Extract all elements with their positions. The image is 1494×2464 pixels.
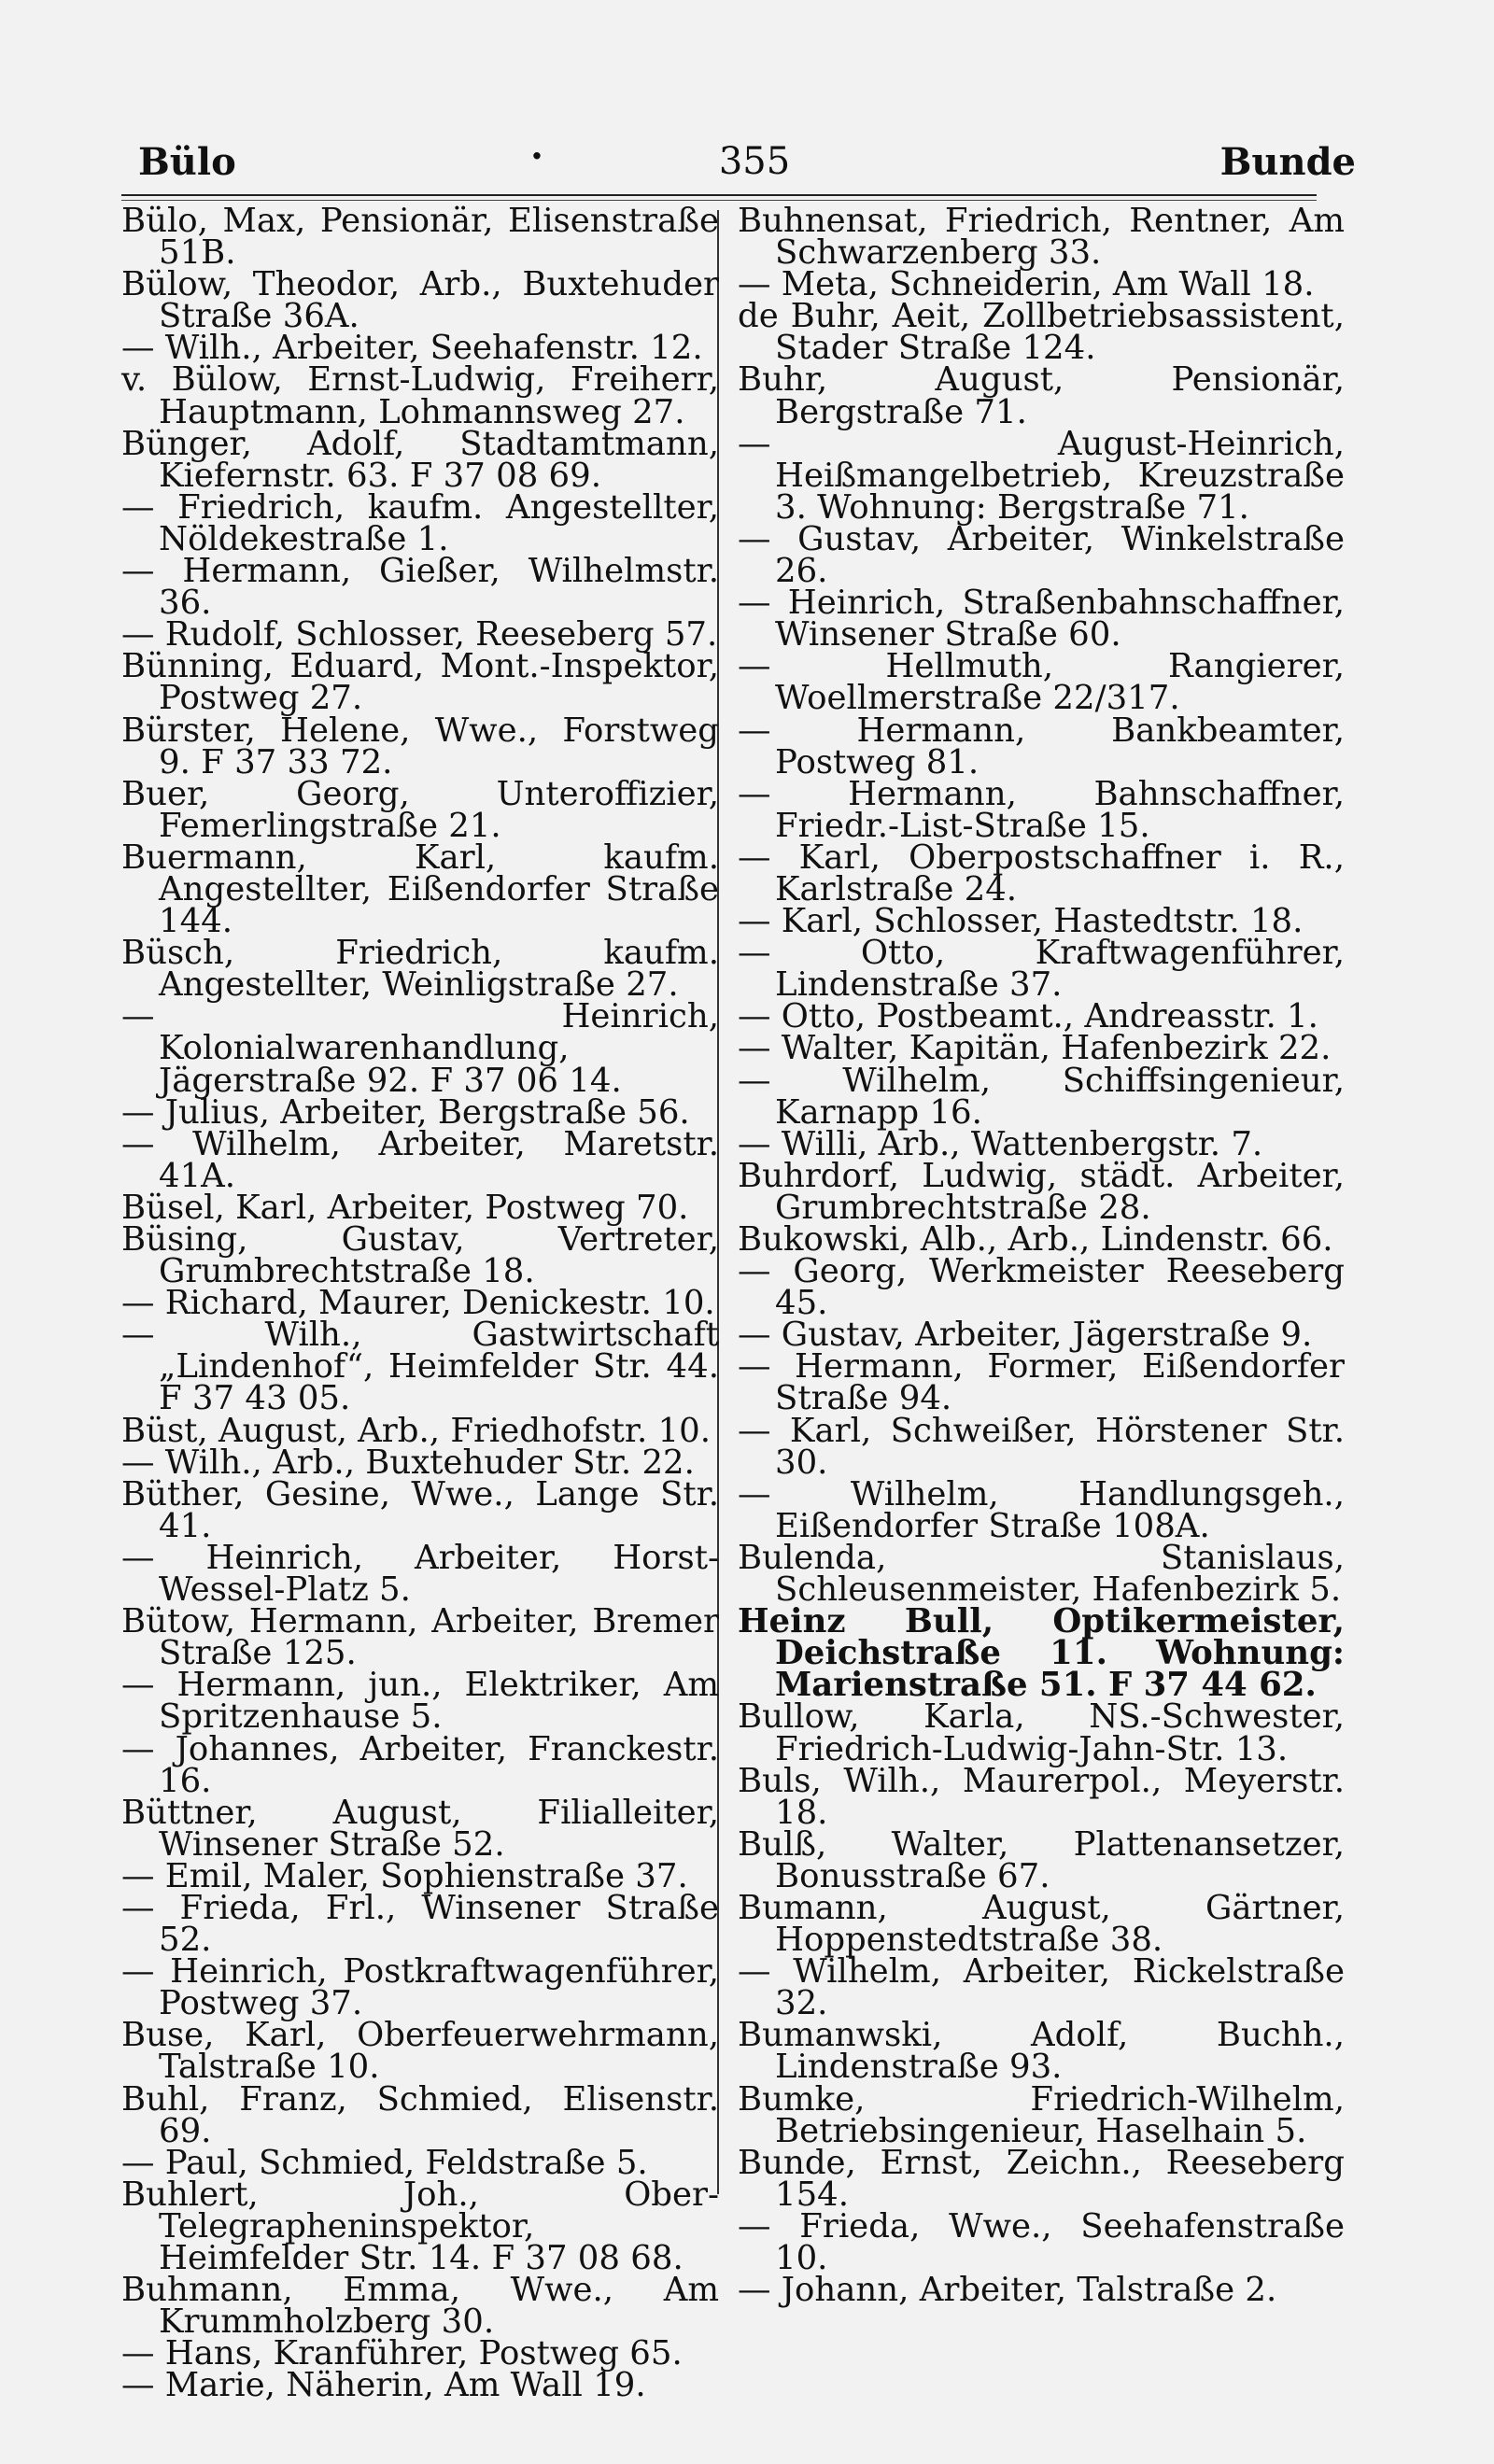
- directory-entry: v. Bülow, Ernst-Ludwig, Freiherr, Hauptmann, Lohmannsweg 27.: [121, 360, 719, 431]
- directory-entry: — Heinrich, Arbeiter, Horst-Wessel-Platz 5.: [121, 1538, 719, 1610]
- directory-entry: — Johann, Arbeiter, Talstraße 2.: [738, 2271, 1277, 2310]
- directory-entry: Bülow, Theodor, Arb., Buxtehuder Straße 36A.: [121, 265, 719, 336]
- directory-entry: — Karl, Schweißer, Hörstener Str. 30.: [738, 1411, 1345, 1482]
- directory-entry: — Wilhelm, Schiffsingenieur, Karnapp 16.: [738, 1061, 1345, 1132]
- header-marker: ·: [530, 134, 543, 178]
- page-number: 355: [718, 140, 791, 183]
- directory-entry: — Wilhelm, Arbeiter, Maretstr. 41A.: [121, 1124, 719, 1195]
- directory-entry: — Georg, Werkmeister Reeseberg 45.: [738, 1252, 1345, 1323]
- directory-entry: Buhnensat, Friedrich, Rentner, Am Schwarzenberg 33.: [738, 202, 1345, 273]
- directory-entry: — Julius, Arbeiter, Bergstraße 56.: [121, 1092, 690, 1132]
- directory-entry: Buse, Karl, Oberfeuerwehrmann, Talstraße 10.: [121, 2016, 719, 2087]
- directory-entry: — Hellmuth, Rangierer, Woellmerstraße 22/317.: [738, 647, 1345, 718]
- directory-entry: de Buhr, Aeit, Zollbetriebsassistent, Stader Straße 124.: [738, 297, 1345, 368]
- directory-entry: — Karl, Oberpostschaffner i. R., Karlstraße 24.: [738, 838, 1345, 908]
- directory-entry: — Emil, Maler, Sophienstraße 37.: [121, 1856, 688, 1895]
- directory-entry: — Frieda, Frl., Winsener Straße 52.: [121, 1888, 719, 1960]
- directory-entry: — Frieda, Wwe., Seehafenstraße 10.: [738, 2206, 1345, 2277]
- directory-entry: Bulenda, Stanislaus, Schleusenmeister, Hafenbezirk 5.: [738, 1538, 1345, 1610]
- directory-entry: Buermann, Karl, kaufm. Angestellter, Eißendorfer Straße 144.: [121, 838, 719, 941]
- directory-entry: Bumanwski, Adolf, Buchh., Lindenstraße 93.: [738, 2016, 1345, 2087]
- directory-entry: — Hermann, Former, Eißendorfer Straße 94.: [738, 1347, 1345, 1418]
- header-rule: [121, 194, 1317, 196]
- directory-entry: — Karl, Schlosser, Hastedtstr. 18.: [738, 902, 1304, 941]
- directory-entry: Büst, August, Arb., Friedhofstr. 10.: [121, 1411, 711, 1450]
- directory-entry: — Willi, Arb., Wattenbergstr. 7.: [738, 1124, 1263, 1163]
- directory-entry: Bumann, August, Gärtner, Hoppenstedtstraße 38.: [738, 1888, 1345, 1960]
- directory-entry: Buer, Georg, Unteroffizier, Femerlingstraße 21.: [121, 774, 719, 845]
- directory-entry: Büther, Gesine, Wwe., Lange Str. 41.: [121, 1474, 719, 1545]
- directory-entry: Bullow, Karla, NS.-Schwester, Friedrich-Ludwig-Jahn-Str. 13.: [738, 1697, 1345, 1768]
- directory-entry: — Rudolf, Schlosser, Reeseberg 57.: [121, 615, 718, 655]
- directory-entry: — Heinrich, Kolonialwarenhandlung, Jägerstraße 92. F 37 06 14.: [121, 997, 719, 1100]
- directory-entry: Bütow, Hermann, Arbeiter, Bremer Straße 125.: [121, 1602, 719, 1673]
- header-right-keyword: Bunde: [1219, 140, 1356, 184]
- directory-entry: Bunde, Ernst, Zeichn., Reeseberg 154.: [738, 2143, 1345, 2214]
- directory-entry: Büsch, Friedrich, kaufm. Angestellter, Weinligstraße 27.: [121, 934, 719, 1005]
- directory-entry: — Hermann, Gießer, Wilhelmstr. 36.: [121, 552, 719, 623]
- directory-entry: — August-Heinrich, Heißmangelbetrieb, Kreuzstraße 3. Wohnung: Bergstraße 71.: [738, 424, 1345, 527]
- page-header: [138, 134, 1356, 187]
- header-rule-secondary: [121, 200, 1317, 201]
- directory-entry: — Wilh., Arbeiter, Seehafenstr. 12.: [121, 329, 703, 368]
- directory-entry: Buhrdorf, Ludwig, städt. Arbeiter, Grumbrechtstraße 28.: [738, 1156, 1345, 1227]
- directory-entry: — Hermann, Bankbeamter, Postweg 81.: [738, 711, 1345, 781]
- directory-entry: — Otto, Kraftwagenführer, Lindenstraße 37.: [738, 934, 1345, 1005]
- directory-entry: Bukowski, Alb., Arb., Lindenstr. 66.: [738, 1220, 1333, 1259]
- directory-entry: Büsing, Gustav, Vertreter, Grumbrechtstraße 18.: [121, 1220, 719, 1291]
- directory-entry: Buhlert, Joh., Ober-Telegrapheninspektor, Heimfelder Str. 14. F 37 08 68.: [121, 2175, 719, 2277]
- header-left-keyword: Bülo: [138, 140, 236, 184]
- directory-entry: Heinz Bull, Optikermeister, Deichstraße 11. Wohnung: Marienstraße 51. F 37 44 62.: [738, 1602, 1345, 1705]
- directory-entry: — Wilhelm, Arbeiter, Rickelstraße 32.: [738, 1952, 1345, 2023]
- directory-entry: Bülo, Max, Pensionär, Elisenstraße 51B.: [121, 202, 719, 273]
- directory-entry: — Heinrich, Straßenbahnschaffner, Winsener Straße 60.: [738, 584, 1345, 655]
- directory-entry: — Meta, Schneiderin, Am Wall 18.: [738, 265, 1315, 304]
- directory-entry: — Marie, Näherin, Am Wall 19.: [121, 2366, 646, 2405]
- directory-entry: Bünning, Eduard, Mont.-Inspektor, Postweg 27.: [121, 647, 719, 718]
- directory-entry: Büsel, Karl, Arbeiter, Postweg 70.: [121, 1188, 689, 1227]
- directory-entry: — Heinrich, Postkraftwagenführer, Postweg 37.: [121, 1952, 719, 2023]
- directory-entry: — Hans, Kranführer, Postweg 65.: [121, 2334, 683, 2373]
- left-column: [121, 202, 719, 2405]
- directory-entry: — Otto, Postbeamt., Andreasstr. 1.: [738, 997, 1318, 1036]
- directory-entry: Buhr, August, Pensionär, Bergstraße 71.: [738, 360, 1345, 431]
- directory-entry: Buls, Wilh., Maurerpol., Meyerstr. 18.: [738, 1761, 1345, 1832]
- directory-entry: Buhl, Franz, Schmied, Elisenstr. 69.: [121, 2079, 719, 2150]
- directory-entry: — Wilh., Gastwirtschaft „Lindenhof“, Heimfelder Str. 44. F 37 43 05.: [121, 1316, 719, 1418]
- directory-entry: Bünger, Adolf, Stadtamtmann, Kiefernstr. 63. F 37 08 69.: [121, 424, 719, 495]
- right-column: [738, 202, 1345, 2310]
- directory-entry: — Gustav, Arbeiter, Jägerstraße 9.: [738, 1316, 1313, 1355]
- directory-entry: — Friedrich, kaufm. Angestellter, Nöldekestraße 1.: [121, 487, 719, 558]
- directory-entry: — Paul, Schmied, Feldstraße 5.: [121, 2143, 648, 2182]
- directory-entry: Bulß, Walter, Plattenansetzer, Bonusstraße 67.: [738, 1824, 1345, 1895]
- directory-entry: Buhmann, Emma, Wwe., Am Krummholzberg 30.: [121, 2271, 719, 2342]
- directory-entry: Bürster, Helene, Wwe., Forstweg 9. F 37 33 72.: [121, 711, 719, 781]
- directory-entry: — Richard, Maurer, Denickestr. 10.: [121, 1284, 715, 1323]
- directory-entry: — Hermann, jun., Elektriker, Am Spritzenhause 5.: [121, 1666, 719, 1737]
- directory-entry: — Hermann, Bahnschaffner, Friedr.-List-Straße 15.: [738, 774, 1345, 845]
- directory-entry: Büttner, August, Filialleiter, Winsener Straße 52.: [121, 1793, 719, 1864]
- directory-entry: — Wilhelm, Handlungsgeh., Eißendorfer Straße 108A.: [738, 1474, 1345, 1545]
- directory-entry: — Wilh., Arb., Buxtehuder Str. 22.: [121, 1443, 695, 1482]
- directory-entry: — Johannes, Arbeiter, Franckestr. 16.: [121, 1729, 719, 1800]
- directory-entry: Bumke, Friedrich-Wilhelm, Betriebsingenieur, Haselhain 5.: [738, 2079, 1345, 2150]
- directory-entry: — Gustav, Arbeiter, Winkelstraße 26.: [738, 519, 1345, 591]
- directory-entry: — Walter, Kapitän, Hafenbezirk 22.: [738, 1029, 1332, 1068]
